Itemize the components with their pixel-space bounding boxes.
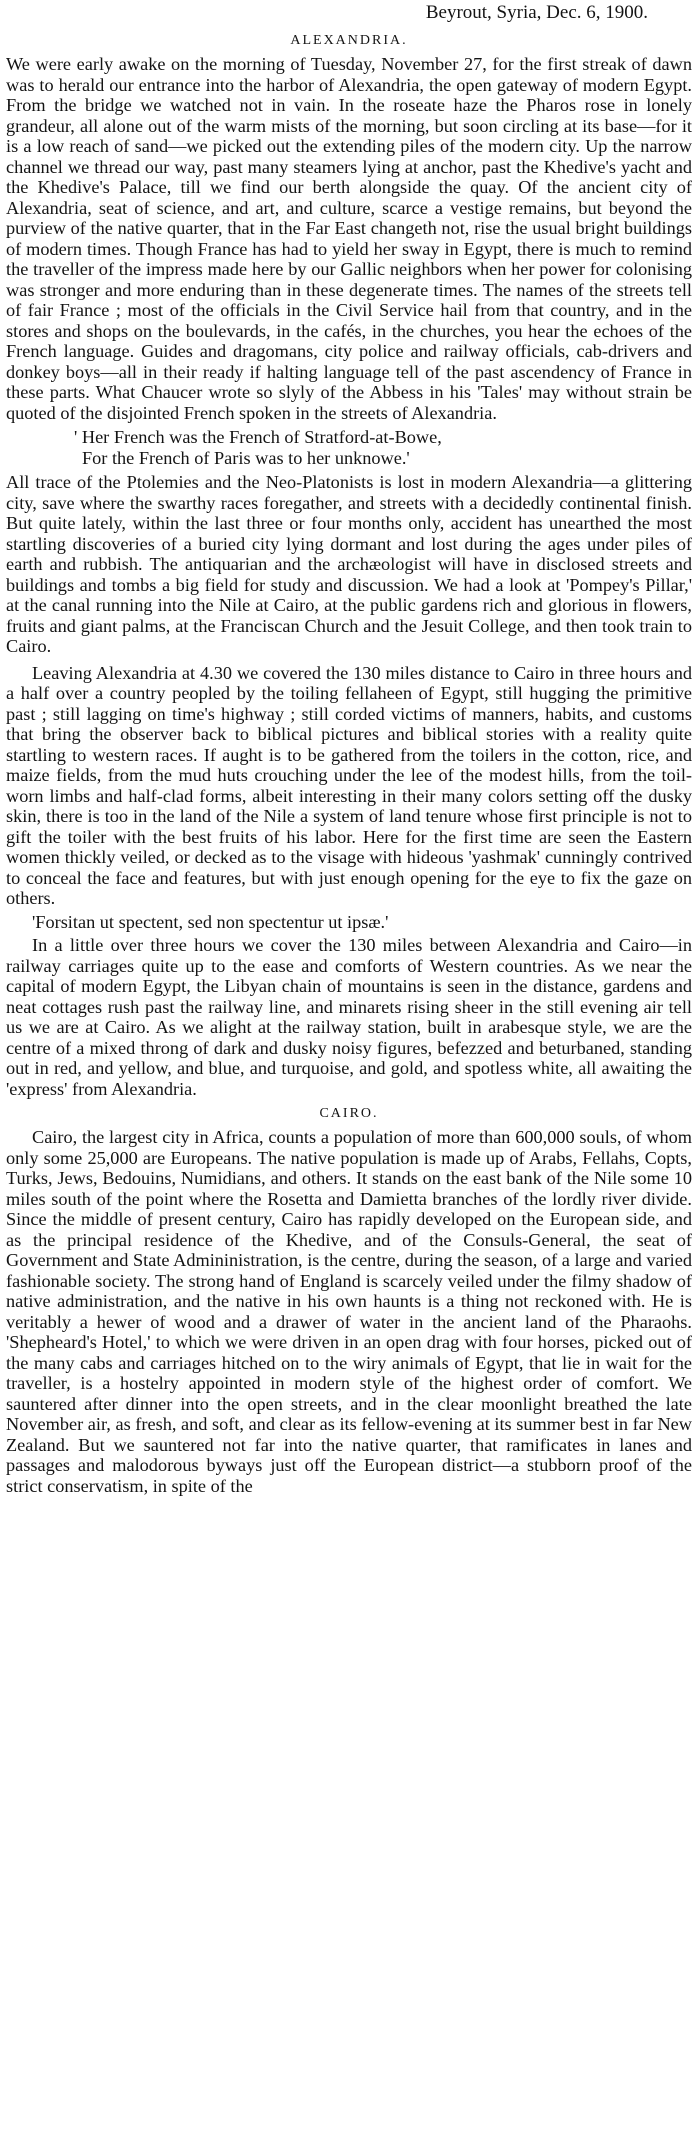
- verse-line-2: For the French of Paris was to her unknowe.': [82, 447, 410, 468]
- alexandria-paragraph-3: Leaving Alexandria at 4.30 we covered the 130 miles distance to Cairo in three hours and a half over a country peopled by the toiling fellaheen of Egypt, still hugging the primitive past ; still lagging on time's highway ; still corded victims of manners, habits, and customs that bring the observer back to biblical pictures and biblical stories with a reality quite startling to western races. If aught is to be gathered from the toilers in the cotton, rice, and maize fields, from the mud huts crouching under the lee of the modest hills, from the toil-worn limbs and half-clad forms, albeit interesting in their many colors setting off the dusky skin, there is too in the land of the Nile a system of land tenure whose first principle is not to gift the toiler with the best fruits of his labor. Here for the first time are seen the Eastern women thickly veiled, or decked as to the visage with hideous 'yashmak' cunningly contrived to conceal the face and features, but with just enough opening for the eye to fix the gaze on others.: [6, 662, 692, 908]
- chaucer-verse-quote: [6, 427, 692, 468]
- section-heading-alexandria: ALEXANDRIA.: [290, 33, 408, 48]
- dateline: Beyrout, Syria, Dec. 6, 1900.: [425, 2, 648, 23]
- verse-line-1: ' Her French was the French of Stratford-at-Bowe,: [74, 427, 442, 447]
- alexandria-paragraph-4: In a little over three hours we cover the 130 miles between Alexandria and Cairo—in railway carriages quite up to the ease and comforts of Western countries. As we near the capital of modern Egypt, the Libyan chain of mountains is seen in the distance, gardens and neat cottages rush past the railway line, and minarets rising sheer in the still evening air tell us we are at Cairo. As we alight at the railway station, built in arabesque style, we are the centre of a mixed throng of dark and dusky noisy figures, befezzed and beturbaned, standing out in red, and yellow, and blue, and turquoise, and gold, and spotless white, all awaiting the 'express' from Alexandria.: [6, 935, 692, 1099]
- cairo-paragraph-1: Cairo, the largest city in Africa, counts a population of more than 600,000 souls, of whom only some 25,000 are Europeans. The native population is made up of Arabs, Fellahs, Copts, Turks, Jews, Bedouins, Numidians, and others. It stands on the east bank of the Nile some 10 miles south of the point where the Rosetta and Damietta branches of the lordly river divide. Since the middle of present century, Cairo has rapidly developed on the European side, and as the principal residence of the Khedive, and of the Consuls-General, the seat of Government and State Admininistration, is the centre, during the season, of a large and varied fashionable society. The strong hand of England is scarcely veiled under the filmy shadow of native administration, and the native in his own haunts is a thing not reckoned with. He is veritably a hewer of wood and a drawer of water in the ancient land of the Pharaohs. 'Shepheard's Hotel,' to which we were driven in an open drag with four horses, picked out of the many cabs and carriages hitched on to the wiry animals of Egypt, that lie in wait for the traveller, is a hostelry appointed in modern style of the highest order of comfort. We sauntered after dinner into the open streets, and in the clear moonlight breathed the late November air, as fresh, and soft, and clear as its fellow-evening at its summer best in far New Zealand. But we sauntered not far into the native quarter, that ramificates in lanes and passages and malodorous byways just off the European district—a stubborn proof of the strict conservatism, in spite of the: [6, 1127, 692, 1496]
- latin-quote: 'Forsitan ut spectent, sed non spectentur ut ipsæ.': [32, 911, 389, 932]
- newspaper-page: [6, 0, 692, 2130]
- alexandria-paragraph-2: All trace of the Ptolemies and the Neo-Platonists is lost in modern Alexandria—a glittering city, save where the swarthy races foregather, and streets with a decidedly continental finish. But quite lately, within the last three or four months only, accident has unearthed the most startling discoveries of a buried city lying dormant and lost during the ages under piles of earth and rubbish. The antiquarian and the archæologist will have in disclosed streets and buildings and tombs a big field for study and discussion. We had a look at 'Pompey's Pillar,' at the canal running into the Nile at Cairo, at the public gardens rich and glorious in flowers, fruits and giant palms, at the Franciscan Church and the Jesuit College, and then took train to Cairo.: [6, 472, 692, 656]
- section-heading-cairo: CAIRO.: [319, 1106, 379, 1121]
- alexandria-paragraph-1: We were early awake on the morning of Tuesday, November 27, for the first streak of dawn was to herald our entrance into the harbor of Alexandria, the open gateway of modern Egypt. From the bridge we watched not in vain. In the roseate haze the Pharos rose in lonely grandeur, all alone out of the warm mists of the morning, but soon circling at its base—for it is a low reach of sand—we picked out the extending piles of the modern city. Up the narrow channel we thread our way, past many steamers lying at anchor, past the Khedive's yacht and the Khedive's Palace, till we find our berth alongside the quay. Of the ancient city of Alexandria, seat of science, and art, and culture, scarce a vestige remains, but beyond the purview of the native quarter, that in the Far East changeth not, rise the usual bright buildings of modern times. Though France has had to yield her sway in Egypt, there is much to remind the traveller of the impress made here by our Gallic neighbors when her power for colonising was stronger and more enduring than in these degenerate times. The names of the streets tell of fair France ; most of the officials in the Civil Service hail from that country, and in the stores and shops on the boulevards, in the cafés, in the churches, you hear the echoes of the French language. Guides and dragomans, city police and railway officials, cab-drivers and donkey boys—all in their ready if halting language tell of the past ascendency of France in these parts. What Chaucer wrote so slyly of the Abbess in his 'Tales' may without strain be quoted of the disjointed French spoken in the streets of Alexandria.: [6, 54, 692, 423]
